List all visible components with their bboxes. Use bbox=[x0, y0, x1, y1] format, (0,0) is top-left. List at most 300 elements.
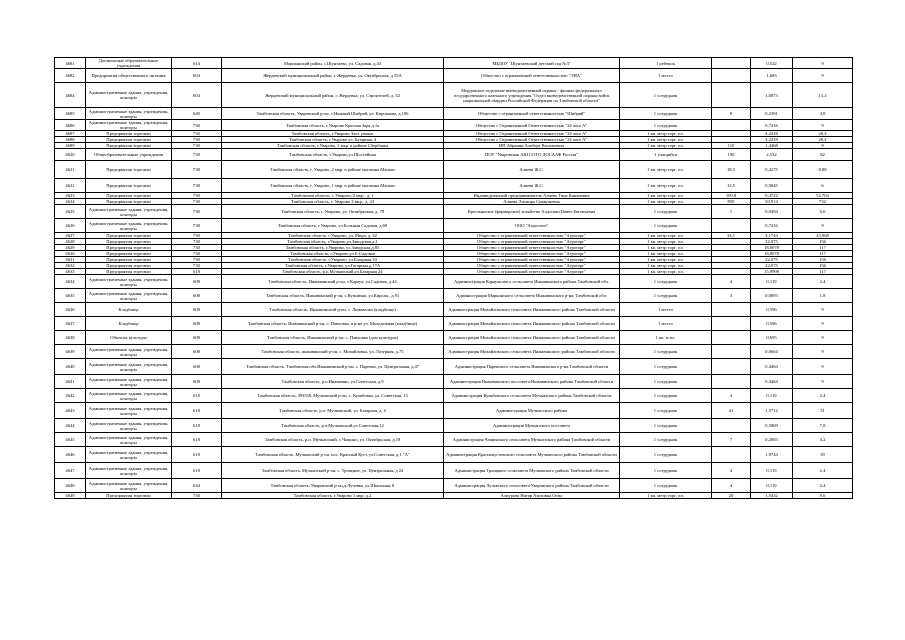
cell-okved-code: 730 bbox=[172, 251, 222, 257]
cell-object-type: Предприятия торговли bbox=[86, 179, 172, 193]
table-row bbox=[55, 359, 853, 375]
cell-quantity bbox=[712, 331, 751, 345]
cell-address: Тамбовская область, Уваровский р-он, с.Нижний Шибряй, ул. Кирсанова, д.106 bbox=[222, 108, 444, 120]
cell-okved-code: 604 bbox=[172, 83, 222, 108]
table-row bbox=[55, 419, 853, 433]
cell-unit: 1 кв. метр торг. пл. bbox=[620, 493, 712, 499]
cell-number: 4688 bbox=[55, 137, 86, 143]
table-row bbox=[55, 108, 853, 120]
cell-quantity: 1 bbox=[712, 205, 751, 219]
cell-waste-m3: 9 bbox=[793, 317, 853, 331]
cell-waste-m3: 1,8 bbox=[793, 289, 853, 303]
cell-quantity bbox=[712, 219, 751, 233]
cell-owner: Общество с ограниченной ответственностью "Агроторг" bbox=[444, 233, 620, 239]
cell-object-type: Предприятия торговли bbox=[86, 143, 172, 149]
cell-unit: 1 кв. метр торг. пл. bbox=[620, 179, 712, 193]
cell-waste-m3: 9 bbox=[793, 345, 853, 359]
cell-owner: Администрация Мучкапского поссовета bbox=[444, 419, 620, 433]
cell-object-type: Административные здания, учреждения, конторы bbox=[86, 219, 172, 233]
cell-object-type: Административные здания, учреждения, конторы bbox=[86, 275, 172, 289]
cell-number: 4641 bbox=[55, 375, 86, 389]
cell-number: 4684 bbox=[55, 83, 86, 108]
cell-address: Тамбовская область, Мучкапский р-он, пос. Красный Куст, ул.Советская, д.1 "А" bbox=[222, 447, 444, 463]
cell-owner: Общество с ограниченной ответственностью "Шибряй" bbox=[444, 108, 620, 120]
cell-address: Тамбовская область, р.п.Мучкапский,ул.Советская,12 bbox=[222, 419, 444, 433]
cell-owner: Администрация Инжавинского поссовета Инжавинского района Тамбовской области bbox=[444, 375, 620, 389]
cell-waste-tonnes: 1,5432 bbox=[751, 493, 793, 499]
cell-waste-tonnes: 18,8078 bbox=[751, 251, 793, 257]
cell-quantity: 8 bbox=[712, 108, 751, 120]
cell-number: 4639 bbox=[55, 345, 86, 359]
cell-object-type: Административные здания, учреждения, конторы bbox=[86, 389, 172, 403]
cell-waste-tonnes: 1,5712 bbox=[751, 403, 793, 419]
cell-okved-code: 614 bbox=[172, 58, 222, 69]
cell-unit: 1 сотрудник bbox=[620, 389, 712, 403]
cell-quantity bbox=[712, 345, 751, 359]
cell-okved-code: 730 bbox=[172, 149, 222, 161]
cell-waste-m3: 9,6 bbox=[793, 493, 853, 499]
cell-number: 4622 bbox=[55, 179, 86, 193]
table-row bbox=[55, 120, 853, 131]
cell-waste-m3: 156 bbox=[793, 239, 853, 245]
cell-object-type: Предприятия торговли bbox=[86, 239, 172, 245]
cell-object-type: Кладбища bbox=[86, 317, 172, 331]
cell-waste-m3: 2,4 bbox=[793, 479, 853, 493]
cell-unit: 1 кв. м.пл. bbox=[620, 331, 712, 345]
cell-address: Жердевский муниципальный район, г. Жердевка, ул. Строителей, д. 32 bbox=[222, 83, 444, 108]
cell-address: Тамбовская область, р.п. Мучкапский, с.Чащино, ул. Октябрьская, д.18 bbox=[222, 433, 444, 447]
cell-number: 4630 bbox=[55, 251, 86, 257]
cell-unit: 1 сотрудник bbox=[620, 120, 712, 131]
cell-waste-m3: 117 bbox=[793, 269, 853, 275]
cell-quantity: 850 bbox=[712, 199, 751, 205]
cell-object-type: Административные здания, учреждения, конторы bbox=[86, 479, 172, 493]
cell-waste-m3: 26,4 bbox=[793, 137, 853, 143]
cell-address: Тамбовская область, Тамбовская обл.Инжавинский р-он, с. Паревка, ул. Центральная, д.47 bbox=[222, 359, 444, 375]
cell-waste-tonnes: 15,9998 bbox=[751, 269, 793, 275]
cell-number: 4636 bbox=[55, 303, 86, 317]
cell-quantity bbox=[712, 303, 751, 317]
cell-unit: 1 кв. метр торг. пл. bbox=[620, 233, 712, 239]
cell-quantity bbox=[712, 375, 751, 389]
cell-unit: 1 сотрудник bbox=[620, 275, 712, 289]
cell-quantity: 110 bbox=[712, 143, 751, 149]
cell-owner: Азмурова Нигяр Азизовна Оглы bbox=[444, 493, 620, 499]
cell-quantity: 7 bbox=[712, 433, 751, 447]
cell-number: 4638 bbox=[55, 331, 86, 345]
cell-number: 4632 bbox=[55, 263, 86, 269]
cell-waste-m3: 117 bbox=[793, 251, 853, 257]
cell-number: 4621 bbox=[55, 161, 86, 179]
cell-okved-code: 608 bbox=[172, 303, 222, 317]
cell-waste-m3: 2,4 bbox=[793, 463, 853, 479]
cell-number: 4646 bbox=[55, 447, 86, 463]
cell-waste-tonnes: 0,2381 bbox=[751, 108, 793, 120]
cell-address: Тамбовская область, Инжавинский р-он, с. Павловка, в р-не ул. Молодежная (кладбище) bbox=[222, 317, 444, 331]
cell-waste-m3: 39 bbox=[793, 447, 853, 463]
cell-waste-m3: 9 bbox=[793, 58, 853, 69]
cell-waste-tonnes: 0,119 bbox=[751, 389, 793, 403]
cell-number: 4681 bbox=[55, 58, 86, 69]
cell-object-type: Административные здания, учреждения, конторы bbox=[86, 120, 172, 131]
cell-number: 4637 bbox=[55, 317, 86, 331]
cell-object-type: Административные здания, учреждения, конторы bbox=[86, 108, 172, 120]
cell-number: 4626 bbox=[55, 219, 86, 233]
cell-okved-code: 730 bbox=[172, 233, 222, 239]
cell-waste-tonnes: 22,075 bbox=[751, 263, 793, 269]
cell-address: Тамбовская область, г.Уварово, ул. Мира, д. 42 bbox=[222, 233, 444, 239]
cell-owner: Администрация Мучкапского района bbox=[444, 403, 620, 419]
cell-unit: 1 кв. метр торг. пл. bbox=[620, 193, 712, 199]
cell-object-type: Административные здания, учреждения, конторы bbox=[86, 403, 172, 419]
cell-waste-m3: 4,8 bbox=[793, 108, 853, 120]
cell-owner: Администрация Михайловского сельсовета Инжавинского района Тамбовской области bbox=[444, 331, 620, 345]
cell-object-type: Общеобразовательные учреждения bbox=[86, 149, 172, 161]
cell-waste-m3: 9 bbox=[793, 331, 853, 345]
cell-address: Тамбовская область, г.Уварово, ул.Большая Садовая, д.69 bbox=[222, 219, 444, 233]
cell-okved-code: 644 bbox=[172, 479, 222, 493]
cell-unit: 1 место bbox=[620, 69, 712, 83]
table-row bbox=[55, 433, 853, 447]
cell-owner: Администрация Лучевского сельсовета Уваровского района Тамбовской области bbox=[444, 479, 620, 493]
cell-number: 4631 bbox=[55, 257, 86, 263]
table-row bbox=[55, 219, 853, 233]
cell-quantity: 41 bbox=[712, 403, 751, 419]
table-row bbox=[55, 463, 853, 479]
cell-waste-m3: 4,2 bbox=[793, 433, 853, 447]
cell-number: 4629 bbox=[55, 245, 86, 251]
cell-waste-m3: 0,6 bbox=[793, 205, 853, 219]
cell-quantity bbox=[712, 83, 751, 108]
cell-quantity bbox=[712, 317, 751, 331]
cell-waste-tonnes: 1,683 bbox=[751, 69, 793, 83]
cell-owner: Администрация Чащинского сельсовета Мучкапского района Тамбовской области bbox=[444, 433, 620, 447]
cell-okved-code: 730 bbox=[172, 245, 222, 251]
cell-okved-code: 608 bbox=[172, 275, 222, 289]
cell-object-type: Административные здания, учреждения, конторы bbox=[86, 83, 172, 108]
cell-okved-code: 604 bbox=[172, 69, 222, 83]
cell-number: 4625 bbox=[55, 205, 86, 219]
cell-quantity: 4 bbox=[712, 389, 751, 403]
table-row bbox=[55, 69, 853, 83]
cell-address: Тамбовская область, р.п.Инжавино, ул.Советская, д.9 bbox=[222, 375, 444, 389]
cell-address: Тамбовская область, Инжавинский р-он, с. Павловка (дом культуры) bbox=[222, 331, 444, 345]
cell-unit: 1 сотрудник bbox=[620, 479, 712, 493]
cell-object-type: Административные здания, учреждения, конторы bbox=[86, 433, 172, 447]
cell-number: 4647 bbox=[55, 463, 86, 479]
cell-owner: Крестьянское (фермерское) хозяйство Алдошин Павел Евгеньевич bbox=[444, 205, 620, 219]
cell-okved-code: 618 bbox=[172, 447, 222, 463]
cell-number: 4682 bbox=[55, 69, 86, 83]
table-row bbox=[55, 149, 853, 161]
cell-object-type: Административные здания, учреждения, конторы bbox=[86, 447, 172, 463]
cell-okved-code: 730 bbox=[172, 131, 222, 137]
cell-waste-tonnes: 0,0893 bbox=[751, 289, 793, 303]
cell-owner: Общество с Ограниченной Ответственностью "24 часа А" bbox=[444, 137, 620, 143]
cell-number: 4627 bbox=[55, 233, 86, 239]
cell-waste-tonnes: 0,4464 bbox=[751, 375, 793, 389]
cell-object-type: Административные здания, учреждения, конторы bbox=[86, 359, 172, 375]
cell-waste-tonnes: 0,4464 bbox=[751, 359, 793, 375]
cell-address: Моршанский район, с.Шунтаево, ул. Садовая, д.43 bbox=[222, 58, 444, 69]
cell-waste-tonnes: 4,2418 bbox=[751, 137, 793, 143]
cell-number: 4644 bbox=[55, 419, 86, 433]
cell-owner: МБДОУ "Шунтаевский детский сад №3" bbox=[444, 58, 620, 69]
cell-waste-m3: 2,4 bbox=[793, 389, 853, 403]
cell-object-type: Административные здания, учреждения, конторы bbox=[86, 419, 172, 433]
cell-address: Тамбовская область, р.п. Мучкапский, ул. Базарная, д. 6 bbox=[222, 403, 444, 419]
cell-quantity bbox=[712, 120, 751, 131]
table-row bbox=[55, 403, 853, 419]
cell-number: 4686 bbox=[55, 120, 86, 131]
cell-address: Тамбовская область, Инжавинский р-он, с. Ломовалка (кладбище) bbox=[222, 303, 444, 317]
cell-address: Тамбовская область, г.Уварово ул. Базарная, 4 bbox=[222, 137, 444, 143]
table-row bbox=[55, 83, 853, 108]
cell-number: 4649 bbox=[55, 493, 86, 499]
cell-quantity bbox=[712, 58, 751, 69]
table-row bbox=[55, 275, 853, 289]
cell-object-type: Дошкольные образовательные учреждения bbox=[86, 58, 172, 69]
cell-waste-m3: 117 bbox=[793, 245, 853, 251]
cell-waste-m3: 9 bbox=[793, 303, 853, 317]
cell-owner: Общество с ограниченной ответственностью "Агроторг" bbox=[444, 245, 620, 251]
cell-okved-code: 730 bbox=[172, 257, 222, 263]
cell-owner: Администрация Троицкого сельсовета Мучкапского района Тамбовской области bbox=[444, 463, 620, 479]
cell-number: 4648 bbox=[55, 479, 86, 493]
cell-number: 4643 bbox=[55, 403, 86, 419]
cell-object-type: Административные здания, учреждения, конторы bbox=[86, 375, 172, 389]
table-row bbox=[55, 479, 853, 493]
cell-waste-tonnes: 22,075 bbox=[751, 257, 793, 263]
cell-okved-code: 608 bbox=[172, 345, 222, 359]
cell-object-type: Предприятия торговли bbox=[86, 233, 172, 239]
cell-waste-m3: 82 bbox=[793, 149, 853, 161]
cell-quantity: 109,8 bbox=[712, 193, 751, 199]
cell-waste-tonnes: 1,9744 bbox=[751, 447, 793, 463]
cell-okved-code: 608 bbox=[172, 289, 222, 303]
cell-okved-code: 730 bbox=[172, 263, 222, 269]
cell-unit: 1 сотрудник bbox=[620, 83, 712, 108]
cell-object-type: Кладбища bbox=[86, 303, 172, 317]
cell-waste-tonnes: 0,4275 bbox=[751, 161, 793, 179]
cell-owner: Алиева Эльмира Сиявушевна bbox=[444, 199, 620, 205]
cell-address: Тамбовская область, г. Уварово, 1 мкр. в районе магазина Магнит bbox=[222, 179, 444, 193]
cell-number: 4689 bbox=[55, 143, 86, 149]
cell-okved-code: 730 bbox=[172, 493, 222, 499]
cell-waste-m3: 9 bbox=[793, 219, 853, 233]
cell-address: Тамбовская область, г.Уварово Красная Заря д.1а bbox=[222, 120, 444, 131]
cell-waste-tonnes: 0,0494 bbox=[751, 205, 793, 219]
cell-waste-tonnes: 18,8078 bbox=[751, 245, 793, 251]
cell-okved-code: 618 bbox=[172, 269, 222, 275]
cell-waste-tonnes: 0,119 bbox=[751, 479, 793, 493]
cell-waste-tonnes: 0,596 bbox=[751, 317, 793, 331]
cell-number: 4635 bbox=[55, 289, 86, 303]
cell-object-type: Предприятия торговли bbox=[86, 137, 172, 143]
cell-unit: 1 кв. метр торг. пл. bbox=[620, 137, 712, 143]
cell-okved-code: 618 bbox=[172, 419, 222, 433]
cell-object-type: Объекты культуры bbox=[86, 331, 172, 345]
cell-waste-tonnes: 2,532 bbox=[751, 149, 793, 161]
cell-object-type: Предприятия торговли bbox=[86, 199, 172, 205]
cell-okved-code: 608 bbox=[172, 375, 222, 389]
cell-address: Тамбовская область, г.Уварово 1 мкр. д.2 bbox=[222, 493, 444, 499]
cell-quantity bbox=[712, 359, 751, 375]
cell-okved-code: 618 bbox=[172, 463, 222, 479]
cell-okved-code: 730 bbox=[172, 239, 222, 245]
cell-waste-m3: 732 bbox=[793, 199, 853, 205]
cell-waste-tonnes: 0,695 bbox=[751, 331, 793, 345]
cell-unit: 1 кв. метр торг. пл. bbox=[620, 143, 712, 149]
cell-unit: 1 сотрудник bbox=[620, 419, 712, 433]
cell-object-type: Предприятия общественного питания bbox=[86, 69, 172, 83]
cell-waste-m3: 13,2 bbox=[793, 83, 853, 108]
cell-okved-code: 730 bbox=[172, 120, 222, 131]
cell-owner: Общество с ограниченной ответственностью "Агроторг" bbox=[444, 239, 620, 245]
cell-number: 4642 bbox=[55, 389, 86, 403]
cell-address: Тамбовская область, г.Уварово, ул.Гагарина,д.17А bbox=[222, 263, 444, 269]
cell-waste-m3: 26,4 bbox=[793, 131, 853, 137]
cell-waste-tonnes: 0,7416 bbox=[751, 219, 793, 233]
cell-waste-tonnes: 1,0873 bbox=[751, 83, 793, 108]
cell-address: Тамбовская область, г.Уварово,ул.Шоссейная bbox=[222, 149, 444, 161]
cell-okved-code: 730 bbox=[172, 193, 222, 199]
cell-waste-m3: 9 bbox=[793, 120, 853, 131]
cell-owner: Администрация Краснокустовского сельсовета Мучкапского района Тамбовской области bbox=[444, 447, 620, 463]
cell-waste-tonnes: 4,2418 bbox=[751, 131, 793, 137]
cell-unit: 1 кв. метр торг. пл. bbox=[620, 263, 712, 269]
cell-waste-m3: 31 bbox=[793, 403, 853, 419]
cell-number: 4645 bbox=[55, 433, 86, 447]
cell-quantity: 100 bbox=[712, 149, 751, 161]
cell-okved-code: 608 bbox=[172, 359, 222, 375]
cell-waste-m3: 9 bbox=[793, 359, 853, 375]
cell-owner: Общество с ограниченной ответственностью "Агроторг" bbox=[444, 263, 620, 269]
cell-address: Тамбовская область, г.Уварово, ул.Заводская,д.85 bbox=[222, 245, 444, 251]
cell-okved-code: 608 bbox=[172, 317, 222, 331]
cell-address: Тамбовская область, Инжавинский р-он, с.Караул, ул.Садовая, д.44 bbox=[222, 275, 444, 289]
cell-owner: Администрация Михайловского сельсовета Инжавинского района Тамбовской области bbox=[444, 317, 620, 331]
cell-owner: Общество с ограниченной ответственностью "Агроторг" bbox=[444, 269, 620, 275]
cell-unit: 1 место bbox=[620, 303, 712, 317]
cell-number: 4624 bbox=[55, 199, 86, 205]
cell-number: 4685 bbox=[55, 108, 86, 120]
cell-waste-m3: 156 bbox=[793, 263, 853, 269]
table-row bbox=[55, 303, 853, 317]
cell-owner: Администрация Михайловского сельсовета Инжавинского района Тамбовской области bbox=[444, 303, 620, 317]
cell-waste-tonnes: 4,1744 bbox=[751, 233, 793, 239]
cell-okved-code: 640 bbox=[172, 108, 222, 120]
cell-object-type: Предприятия торговли bbox=[86, 161, 172, 179]
cell-unit: 1 кв. метр торг. пл. bbox=[620, 257, 712, 263]
cell-number: 4633 bbox=[55, 269, 86, 275]
cell-address: Тамбовская область, г.Уварово, 1 мкр. в районе Сбербанка bbox=[222, 143, 444, 149]
cell-unit: 1 сотрудник bbox=[620, 108, 712, 120]
cell-owner: Алиева Ж.С. bbox=[444, 161, 620, 179]
cell-address: Тамбовская область, г. Уварово 3 мкр., д. 23 bbox=[222, 199, 444, 205]
cell-owner: ООО "Агросоюз" bbox=[444, 219, 620, 233]
cell-waste-m3: 9 bbox=[793, 69, 853, 83]
cell-address: Тамбовская область, г.Уварово, ул.Базарная,34 bbox=[222, 257, 444, 263]
cell-waste-tonnes: 50,914 bbox=[751, 199, 793, 205]
cell-number: 4620 bbox=[55, 149, 86, 161]
cell-unit: 1 сотрудник bbox=[620, 463, 712, 479]
cell-object-type: Предприятия торговли bbox=[86, 193, 172, 199]
table-row bbox=[55, 161, 853, 179]
cell-waste-tonnes: 0,0664 bbox=[751, 345, 793, 359]
table-row bbox=[55, 493, 853, 499]
cell-number: 4687 bbox=[55, 131, 86, 137]
cell-waste-m3: 6 bbox=[793, 179, 853, 193]
cell-address: Тамбовская область, г.Уварово,ул.Заводская,д.1 bbox=[222, 239, 444, 245]
cell-owner: Общество с ограниченной ответственностью "Агроторг" bbox=[444, 251, 620, 257]
table-row bbox=[55, 345, 853, 359]
cell-okved-code: 608 bbox=[172, 331, 222, 345]
cell-okved-code: 618 bbox=[172, 389, 222, 403]
waste-registry-table bbox=[54, 57, 853, 499]
cell-quantity: 34,1 bbox=[712, 233, 751, 239]
cell-owner: Мордовское отделение вневедомственной охраны - филиал федерального государственного казенного учреждения "Отдел вневедомственной охраны войск национальной гвардии Российской Федерации по Тамбовской области" bbox=[444, 83, 620, 108]
cell-okved-code: 730 bbox=[172, 205, 222, 219]
cell-quantity: 4 bbox=[712, 275, 751, 289]
cell-address: Тамбовская область, г.Уварово Заоз. рынок bbox=[222, 131, 444, 137]
cell-quantity: 20 bbox=[712, 493, 751, 499]
cell-waste-m3: 9 bbox=[793, 143, 853, 149]
cell-unit: 1 сотрудник bbox=[620, 219, 712, 233]
cell-okved-code: 730 bbox=[172, 137, 222, 143]
cell-waste-tonnes: 0,7416 bbox=[751, 120, 793, 131]
cell-quantity: 18,5 bbox=[712, 161, 751, 179]
cell-address: Тамбовская область, г. Уварово, 2 мкр. в районе магазина Магнит bbox=[222, 161, 444, 179]
cell-object-type: Предприятия торговли bbox=[86, 269, 172, 275]
cell-unit: 1 кв. метр торг. пл. bbox=[620, 199, 712, 205]
cell-unit: 1 сотрудник bbox=[620, 289, 712, 303]
cell-owner: Администрация Паревского сельсовета Инжавинского р-на Тамбовской области bbox=[444, 359, 620, 375]
cell-okved-code: 618 bbox=[172, 403, 222, 419]
cell-unit: 1 место bbox=[620, 317, 712, 331]
cell-address: Тамбовская область, Уваровский р-он,д.Лучевка, ул.Школьная, 8 bbox=[222, 479, 444, 493]
cell-address: Тамбовская область, р.п.Мучкапский,ул.Базарная 24 bbox=[222, 269, 444, 275]
cell-address: Тамбовская область, инжавинский р-он, с. Михайловка, ул. Лазурная, д.75 bbox=[222, 345, 444, 359]
cell-owner: Администрация Караульского сельсовета Инжавинского района Тамбовской обл. bbox=[444, 275, 620, 289]
cell-object-type: Предприятия торговли bbox=[86, 245, 172, 251]
cell-unit: 1 ребенок bbox=[620, 58, 712, 69]
cell-unit: 1 сотрудник bbox=[620, 403, 712, 419]
cell-waste-tonnes: 0,119 bbox=[751, 275, 793, 289]
cell-quantity: 3 bbox=[712, 289, 751, 303]
cell-waste-tonnes: 0,5869 bbox=[751, 419, 793, 433]
cell-address: Тамбовская область, Мучкапский р-он, с. Троицкое, ул. Центральная, д 24 bbox=[222, 463, 444, 479]
cell-waste-tonnes: 0,119 bbox=[751, 463, 793, 479]
cell-quantity bbox=[712, 419, 751, 433]
cell-owner: Администрация Кулябовского сельсовета Мучкапского района Тамбовской области bbox=[444, 389, 620, 403]
cell-owner: Администрация Марьинского сельсовета Инжавинского р-на, Тамбовской обл. bbox=[444, 289, 620, 303]
table-row bbox=[55, 389, 853, 403]
cell-waste-m3: 7,8 bbox=[793, 419, 853, 433]
cell-number: 4628 bbox=[55, 239, 86, 245]
cell-waste-m3: 9 bbox=[793, 375, 853, 389]
cell-owner: Общество с ограниченной ответственностью "Агроторг" bbox=[444, 257, 620, 263]
table-row bbox=[55, 375, 853, 389]
table-row bbox=[55, 289, 853, 303]
cell-object-type: Административные здания, учреждения, конторы bbox=[86, 289, 172, 303]
cell-owner: Алиева Ж.С. bbox=[444, 179, 620, 193]
cell-quantity: 12,5 bbox=[712, 179, 751, 193]
cell-unit: 1 учащийся bbox=[620, 149, 712, 161]
cell-waste-tonnes: 22,075 bbox=[751, 239, 793, 245]
cell-waste-m3: 25,968 bbox=[793, 233, 853, 239]
cell-owner: Общество с ограниченной ответственностью "ЭНА" bbox=[444, 69, 620, 83]
